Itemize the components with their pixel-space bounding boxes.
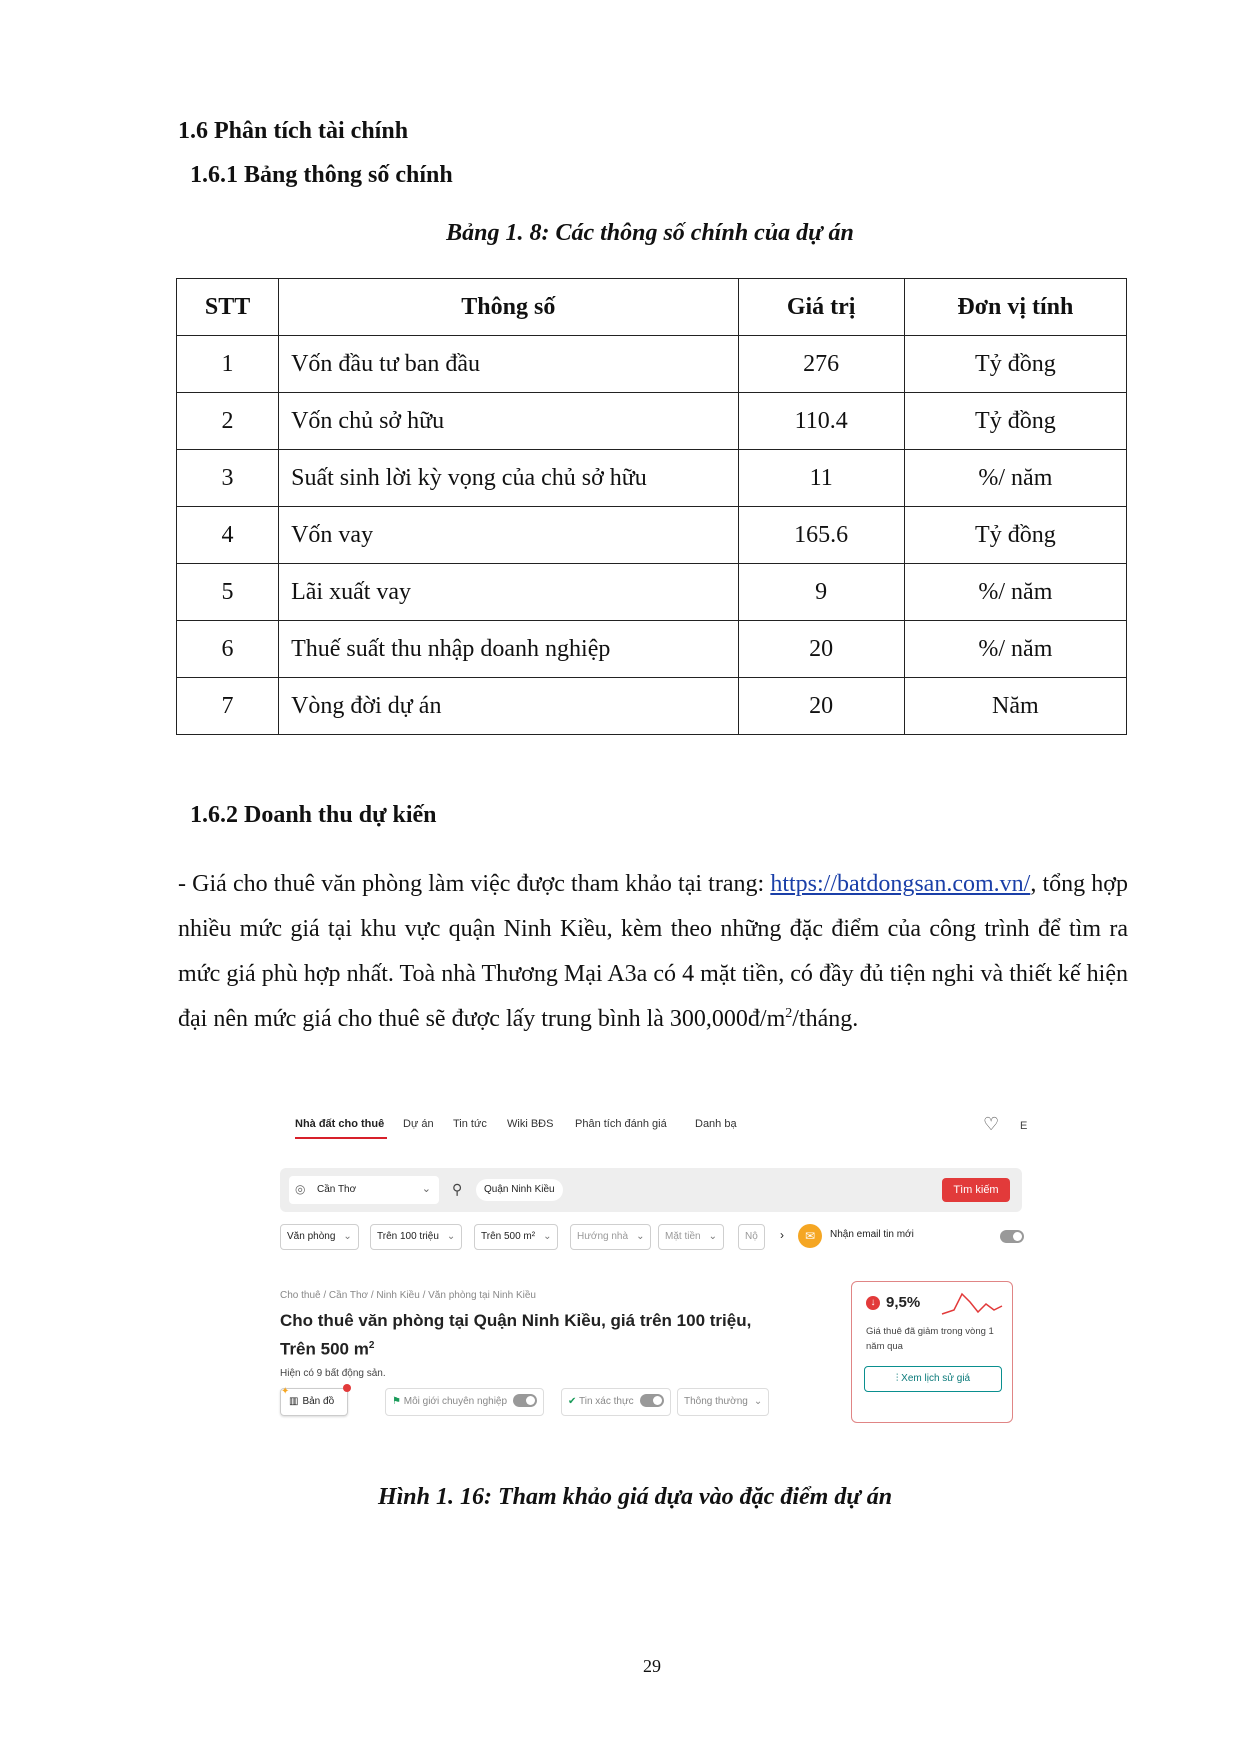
nav-active-underline	[295, 1137, 387, 1139]
website-screenshot	[275, 1108, 1027, 1443]
nav-item-rent[interactable]: Nhà đất cho thuê	[295, 1118, 385, 1130]
sort-select[interactable]	[677, 1388, 769, 1416]
cell-param: Vòng đời dự án	[279, 678, 738, 735]
table-row	[177, 507, 1127, 564]
cell-param: Suất sinh lời kỳ vọng của chủ sở hữu	[279, 450, 738, 507]
page-number: 29	[643, 1656, 661, 1676]
filter-label: Trên 500 m²	[481, 1231, 536, 1242]
cell-unit: %/ năm	[904, 450, 1126, 507]
paragraph-rest: , tổng hợp nhiều mức giá tại khu vực quận Ninh Kiều, kèm theo những đặc điểm của công trình để tìm ra mức giá phù hợp nhất. Toà nhà Thương Mại A3a có 4 mặt tiền, có đầy đủ tiện nghi và thiết kế hiện đại nên mức giá cho thuê sẽ được lấy trung bình là 300,000đ/m	[178, 871, 1128, 1032]
cell-stt: 1	[177, 336, 279, 393]
cell-value: 165.6	[738, 507, 904, 564]
cell-value: 20	[738, 678, 904, 735]
chevron-down-icon: ⌄	[543, 1231, 552, 1242]
cell-param: Vốn đầu tư ban đầu	[279, 336, 738, 393]
nav-trailing-text[interactable]: E	[1020, 1120, 1028, 1132]
location-pin-icon: ◎	[295, 1182, 306, 1196]
cell-value: 276	[738, 336, 904, 393]
filter-row	[280, 1224, 1022, 1252]
verified-filter-label: Tin xác thực	[578, 1396, 634, 1407]
cell-value: 20	[738, 621, 904, 678]
cell-value: 9	[738, 564, 904, 621]
map-button[interactable]	[280, 1388, 348, 1416]
table-header-row	[177, 279, 1127, 336]
chevron-down-icon: ⌄	[343, 1231, 352, 1242]
filter-label: Trên 100 triệu	[377, 1231, 439, 1242]
search-bar	[280, 1168, 1022, 1212]
table-row	[177, 450, 1127, 507]
table-row	[177, 393, 1127, 450]
sparkline-path	[942, 1294, 1002, 1314]
table-row	[177, 678, 1127, 735]
heart-icon[interactable]: ♡	[983, 1114, 1000, 1134]
cell-stt: 7	[177, 678, 279, 735]
body-paragraph	[178, 862, 1128, 1042]
chevron-down-icon: ⌄	[708, 1231, 717, 1242]
table-row	[177, 336, 1127, 393]
subsection-heading-params: 1.6.1 Bảng thông số chính	[190, 162, 453, 188]
cell-unit: %/ năm	[904, 564, 1126, 621]
notification-icon: ✉	[798, 1224, 822, 1248]
cell-unit: Tỷ đồng	[904, 336, 1126, 393]
cell-stt: 2	[177, 393, 279, 450]
cell-stt: 5	[177, 564, 279, 621]
cell-stt: 3	[177, 450, 279, 507]
price-history-button[interactable]	[864, 1366, 1002, 1392]
nav-item-directory[interactable]: Danh bạ	[695, 1118, 737, 1130]
paragraph-sup: 2	[785, 1006, 793, 1021]
subsection-heading-revenue: 1.6.2 Doanh thu dự kiến	[190, 802, 437, 828]
verified-toggle[interactable]	[640, 1394, 664, 1407]
filter-direction[interactable]	[570, 1224, 651, 1250]
filter-label: Mặt tiền	[665, 1231, 701, 1242]
price-sparkline	[940, 1288, 1004, 1318]
search-icon: ⚲	[452, 1181, 463, 1197]
notification-dot	[343, 1384, 351, 1392]
chevron-down-icon: ⌄	[636, 1231, 645, 1242]
params-table	[176, 278, 1127, 735]
cell-unit: %/ năm	[904, 621, 1126, 678]
cell-value: 110.4	[738, 393, 904, 450]
cell-param: Lãi xuất vay	[279, 564, 738, 621]
filter-area[interactable]	[474, 1224, 558, 1250]
chart-icon: ⫶	[895, 1373, 902, 1384]
filter-label: Văn phòng	[287, 1231, 336, 1242]
table-caption: Bảng 1. 8: Các thông số chính của dự án	[446, 220, 854, 246]
cell-param: Vốn vay	[279, 507, 738, 564]
source-link[interactable]: https://batdongsan.com.vn/	[770, 871, 1031, 897]
price-trend-card	[851, 1281, 1013, 1423]
search-chip-district[interactable]: Quận Ninh Kiều	[476, 1179, 563, 1201]
header-unit: Đơn vị tính	[904, 279, 1126, 336]
agent-filter-label: Môi giới chuyên nghiệp	[403, 1396, 508, 1407]
filter-price[interactable]	[370, 1224, 462, 1250]
map-icon: ▥	[289, 1396, 299, 1407]
agent-pin-icon: ⚑	[392, 1396, 404, 1407]
breadcrumb[interactable]: Cho thuê / Cần Thơ / Ninh Kiều / Văn phòng tại Ninh Kiều	[280, 1290, 536, 1301]
chevron-down-icon: ⌄	[421, 1183, 431, 1195]
header-stt: STT	[177, 279, 279, 336]
site-nav	[275, 1108, 1027, 1148]
cell-unit: Tỷ đồng	[904, 507, 1126, 564]
nav-item-wiki[interactable]: Wiki BĐS	[507, 1118, 554, 1130]
title-line-2: Trên 500 m	[280, 1339, 369, 1359]
map-button-label: Bản đồ	[302, 1396, 335, 1407]
cell-param: Vốn chủ sở hữu	[279, 393, 738, 450]
cell-stt: 6	[177, 621, 279, 678]
chevron-down-icon: ⌄	[753, 1396, 763, 1407]
search-button[interactable]: Tìm kiếm	[942, 1178, 1010, 1202]
nav-item-analysis[interactable]: Phân tích đánh giá	[575, 1118, 667, 1130]
result-count: Hiện có 9 bất động sản.	[280, 1368, 386, 1379]
chevron-down-icon: ⌄	[446, 1231, 456, 1242]
sort-label: Thông thường	[684, 1396, 748, 1407]
location-value: Cần Thơ	[317, 1184, 357, 1195]
price-history-label: Xem lịch sử giá	[901, 1373, 971, 1384]
cell-unit: Năm	[904, 678, 1126, 735]
paragraph-tail: /tháng.	[792, 1006, 859, 1032]
cell-stt: 4	[177, 507, 279, 564]
table-row	[177, 621, 1127, 678]
nav-item-news[interactable]: Tin tức	[453, 1118, 487, 1130]
arrow-down-icon: ↓	[866, 1296, 880, 1310]
price-description: Giá thuê đã giảm trong vòng 1 năm qua	[866, 1326, 994, 1352]
cell-value: 11	[738, 450, 904, 507]
nav-item-projects[interactable]: Dự án	[403, 1118, 434, 1130]
filter-frontage[interactable]	[658, 1224, 724, 1250]
agent-toggle[interactable]	[513, 1394, 537, 1407]
shield-check-icon: ✔	[568, 1396, 579, 1407]
price-change-value: 9,5%	[886, 1294, 921, 1311]
title-line-1: Cho thuê văn phòng tại Quận Ninh Kiều, giá trên 100 triệu,	[280, 1311, 752, 1330]
listing-title	[280, 1308, 830, 1362]
filter-label: Hướng nhà	[577, 1231, 629, 1242]
verified-filter[interactable]	[561, 1388, 671, 1416]
agent-filter[interactable]	[385, 1388, 544, 1416]
paragraph-lead: - Giá cho thuê văn phòng làm việc được tham khảo tại trang:	[178, 871, 771, 897]
filter-property-type[interactable]	[280, 1224, 359, 1250]
header-param: Thông số	[279, 279, 738, 336]
header-value: Giá trị	[738, 279, 904, 336]
filter-interior[interactable]: Nộ	[738, 1224, 765, 1250]
location-select[interactable]	[289, 1176, 439, 1204]
sparkle-icon: ✦	[281, 1386, 290, 1397]
cell-unit: Tỷ đồng	[904, 393, 1126, 450]
table-row	[177, 564, 1127, 621]
email-alert-label: Nhận email tin mới	[830, 1229, 914, 1240]
cell-param: Thuế suất thu nhập doanh nghiệp	[279, 621, 738, 678]
chevron-right-icon[interactable]: ›	[780, 1228, 784, 1242]
section-heading: 1.6 Phân tích tài chính	[178, 118, 409, 144]
email-alert-toggle[interactable]	[1000, 1230, 1024, 1243]
title-sup: 2	[368, 1340, 375, 1351]
figure-caption: Hình 1. 16: Tham khảo giá dựa vào đặc điểm dự án	[377, 1484, 893, 1510]
